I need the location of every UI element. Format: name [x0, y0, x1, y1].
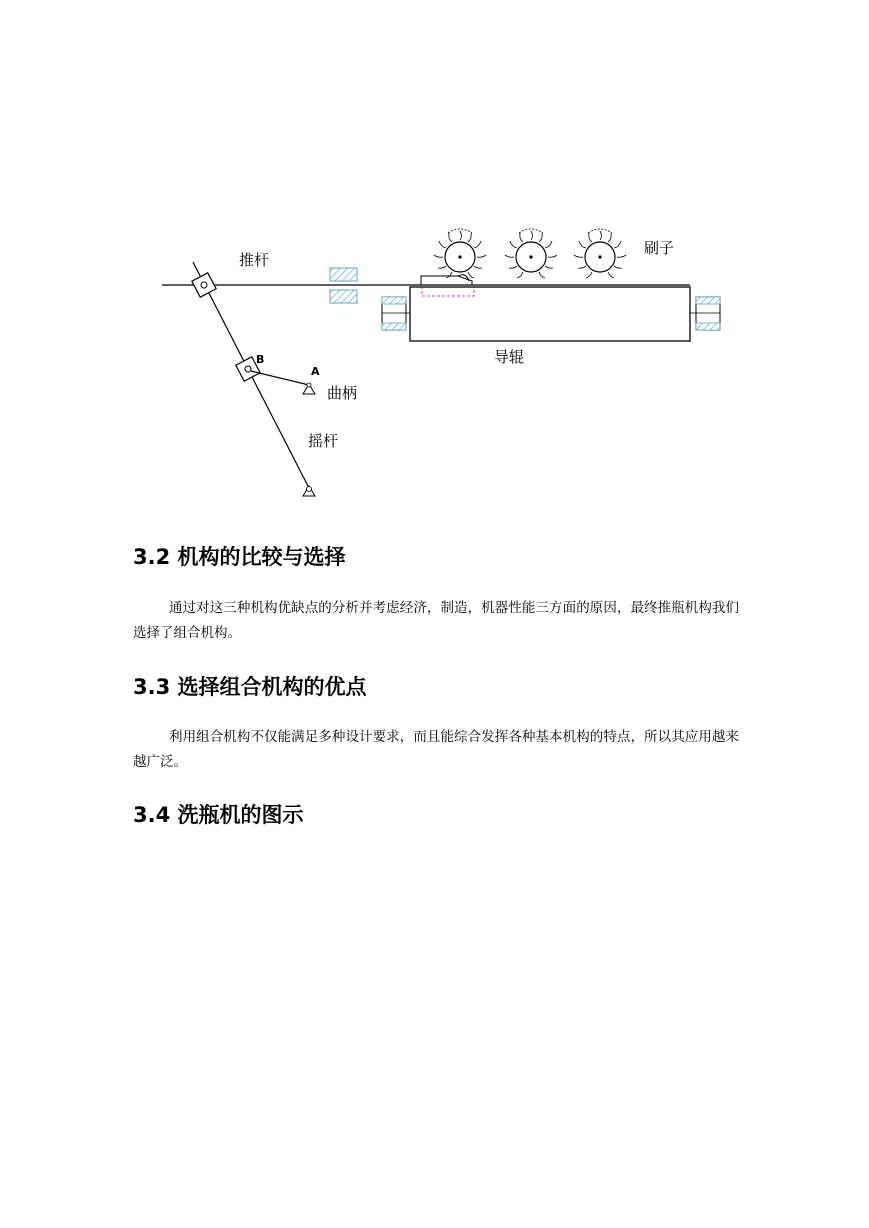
brush-1	[434, 229, 486, 278]
slider-block-top	[192, 273, 216, 297]
rod-guide-bottom	[330, 290, 357, 303]
label-point-a: A	[311, 365, 320, 378]
brush-3	[574, 229, 626, 278]
brush-2	[505, 229, 557, 278]
mechanism-diagram	[0, 0, 869, 520]
section-3-3-title: 3.3 选择组合机构的优点	[133, 675, 367, 699]
rod-guide-top	[330, 268, 357, 281]
pusher-head	[421, 276, 472, 285]
label-rocker: 摇杆	[308, 432, 339, 450]
label-push-rod: 推杆	[239, 251, 270, 269]
label-brush: 刷子	[644, 239, 675, 257]
pusher-dashed-outline	[422, 287, 474, 296]
pivot-rocker	[303, 486, 315, 496]
label-point-b: B	[256, 353, 265, 366]
label-crank: 曲柄	[327, 384, 358, 402]
section-3-2-body: 通过对这三种机构优缺点的分析并考虑经济，制造，机器性能三方面的原因，最终推瓶机构我们选择了组合机构。	[133, 600, 739, 641]
label-guide-roller: 导辊	[494, 348, 525, 366]
crank-line	[251, 371, 309, 385]
pivot-a	[303, 383, 315, 394]
section-3-2-title: 3.2 机构的比较与选择	[133, 545, 346, 569]
guide-roller	[410, 287, 690, 341]
section-3-4-title: 3.4 洗瓶机的图示	[133, 803, 304, 827]
section-3-3-body: 利用组合机构不仅能满足多种设计要求，而且能综合发挥各种基本机构的特点，所以其应用越来越广泛。	[133, 729, 739, 770]
